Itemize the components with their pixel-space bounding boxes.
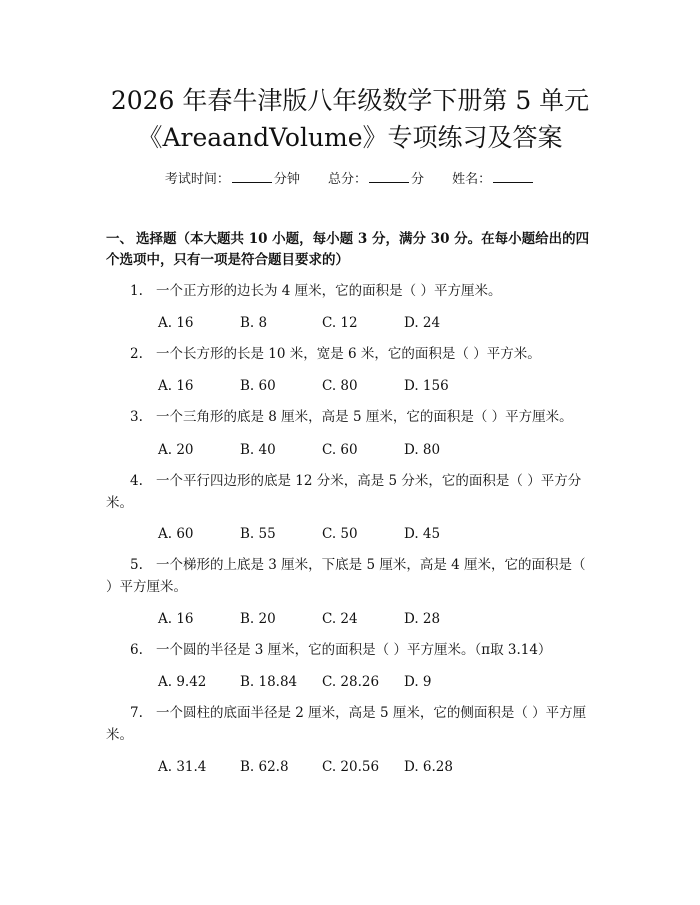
- section-header: [106, 229, 596, 271]
- option-b: B. 18.84: [240, 674, 298, 690]
- question-4-options: [158, 525, 598, 543]
- option-d: D. 9: [404, 674, 432, 690]
- question-number: 6.: [130, 642, 143, 658]
- option-d: D. 6.28: [404, 759, 453, 775]
- section-number: 一、: [106, 231, 133, 247]
- exam-time-label: 考试时间：: [164, 172, 230, 187]
- option-c: C. 12: [322, 315, 358, 331]
- option-b: B. 8: [240, 315, 268, 331]
- option-c: C. 80: [322, 378, 358, 394]
- question-number: 7.: [130, 705, 143, 721]
- document-title-line-1: 2026 年春牛津版八年级数学下册第 5 单元: [110, 86, 590, 115]
- option-a: A. 20: [158, 442, 194, 458]
- question-7-options: [158, 758, 598, 776]
- exam-time-blank: [232, 170, 272, 183]
- exam-score-unit: 分: [411, 172, 425, 187]
- option-d: D. 24: [404, 315, 441, 331]
- question-3-options: [158, 441, 598, 459]
- option-a: A. 60: [158, 526, 194, 542]
- question-3: [106, 406, 596, 428]
- option-d: D. 28: [404, 611, 441, 627]
- option-d: D. 80: [404, 442, 441, 458]
- question-number: 1.: [130, 283, 143, 299]
- exam-name-label: 姓名：: [452, 172, 492, 187]
- option-c: C. 20.56: [322, 759, 380, 775]
- question-6: [106, 639, 596, 661]
- question-7: [106, 702, 596, 746]
- question-2-options: [158, 377, 598, 395]
- section-text: 选择题（本大题共 10 小题，每小题 3 分，满分 30 分。在每小题给出的四个选项中，只有一项是符合题目要求的）: [106, 231, 590, 268]
- option-b: B. 60: [240, 378, 276, 394]
- question-number: 4.: [130, 473, 143, 489]
- question-1-options: [158, 314, 598, 332]
- option-c: C. 24: [322, 611, 358, 627]
- option-c: C. 50: [322, 526, 358, 542]
- question-5: [106, 554, 596, 598]
- option-b: B. 40: [240, 442, 276, 458]
- question-number: 5.: [130, 557, 143, 573]
- question-text: 一个圆的半径是 3 厘米，它的面积是（ ）平方厘米。（π取 3.14）: [156, 642, 552, 658]
- question-5-options: [158, 610, 598, 628]
- option-c: C. 60: [322, 442, 358, 458]
- exam-name: [452, 170, 535, 189]
- question-4: [106, 470, 596, 514]
- document-title-line-2: 《AreaandVolume》专项练习及答案: [137, 123, 563, 152]
- option-c: C. 28.26: [322, 674, 380, 690]
- option-a: A. 16: [158, 315, 194, 331]
- question-1: [106, 280, 596, 302]
- question-text: 一个三角形的底是 8 厘米，高是 5 厘米，它的面积是（ ）平方厘米。: [156, 409, 573, 425]
- option-b: B. 20: [240, 611, 276, 627]
- exam-time: [165, 170, 300, 189]
- question-text: 一个梯形的上底是 3 厘米，下底是 5 厘米，高是 4 厘米，它的面积是（ ）平方厘米。: [106, 557, 586, 595]
- exam-info: [0, 170, 700, 189]
- question-text: 一个长方形的长是 10 米，宽是 6 米，它的面积是（ ）平方米。: [156, 346, 541, 362]
- exam-name-blank: [493, 170, 533, 183]
- option-a: A. 16: [158, 378, 194, 394]
- option-d: D. 45: [404, 526, 441, 542]
- question-number: 2.: [130, 346, 143, 362]
- question-6-options: [158, 673, 598, 691]
- option-a: A. 31.4: [158, 759, 207, 775]
- question-text: 一个圆柱的底面半径是 2 厘米，高是 5 厘米，它的侧面积是（ ）平方厘米。: [106, 705, 587, 743]
- exam-score-label: 总分：: [327, 172, 367, 187]
- exam-time-unit: 分钟: [273, 172, 300, 187]
- question-text: 一个平行四边形的底是 12 分米，高是 5 分米，它的面积是（ ）平方分米。: [106, 473, 582, 511]
- question-text: 一个正方形的边长为 4 厘米，它的面积是（ ）平方厘米。: [156, 283, 502, 299]
- question-2: [106, 343, 596, 365]
- option-d: D. 156: [404, 378, 449, 394]
- option-a: A. 9.42: [158, 674, 207, 690]
- option-a: A. 16: [158, 611, 194, 627]
- question-number: 3.: [130, 409, 143, 425]
- option-b: B. 62.8: [240, 759, 289, 775]
- exam-score: [328, 170, 424, 189]
- exam-score-blank: [369, 170, 409, 183]
- option-b: B. 55: [240, 526, 276, 542]
